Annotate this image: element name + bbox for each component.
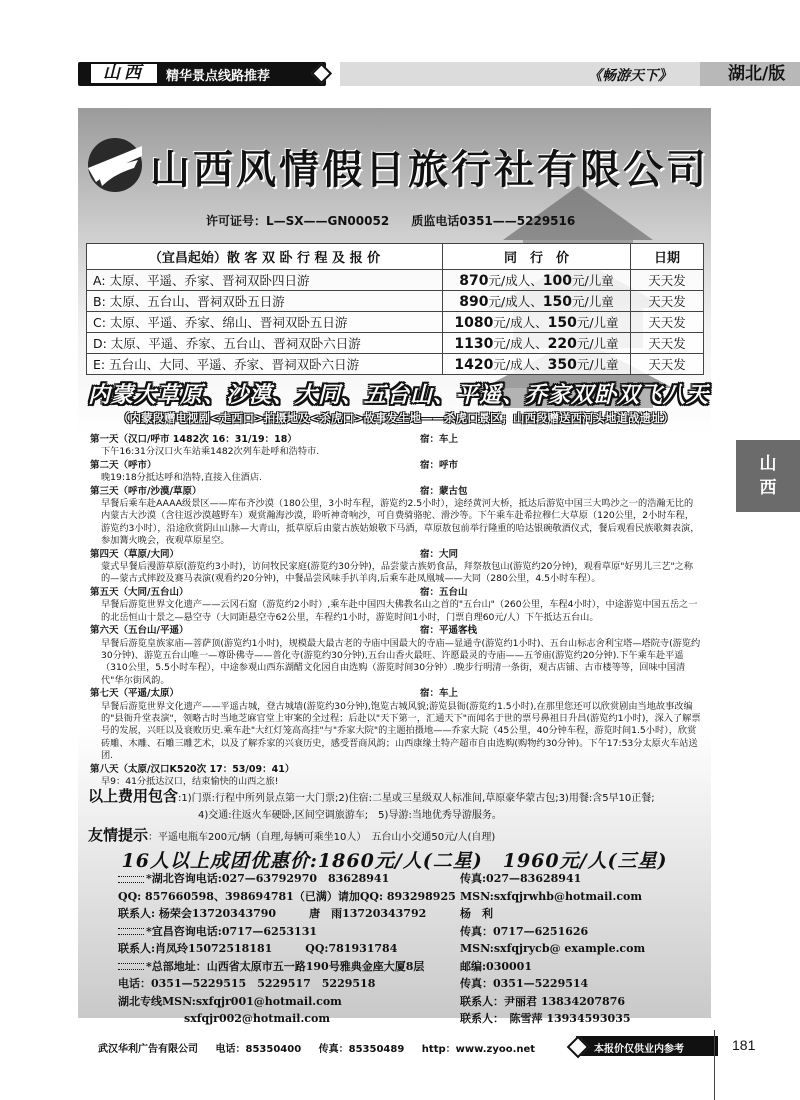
day-text: 早9：41分抵达汉口，结束愉快的山西之旅! — [101, 775, 279, 787]
route-cell: A: 太原、平遥、乔家、晋祠双卧四日游 — [87, 270, 443, 291]
day-title: 第三天（呼市/沙漠/草原） — [90, 485, 202, 497]
adult-unit: 元/成人、 — [493, 315, 548, 330]
fees-line-1: :1)门票:行程中所列景点第一大门票;2)住宿:二星或三星级双人标准间,草原豪华蒙古包;3)用餐:含5早10正餐; — [178, 793, 655, 804]
child-unit: 元/儿童 — [571, 273, 614, 288]
fees-line-2: 4)交通:往返火车硬卧,区间空调旅游车; 5)导游:当地优秀导游服务。 — [198, 810, 502, 821]
travel-ad — [78, 108, 711, 1025]
route-cell: E: 五台山、大同、平遥、乔家、晋祠双卧六日游 — [87, 354, 443, 375]
day-text: 早餐后游览世界文化遗产——平遥古城，登古城墙(游览约30分钟),饱览古城风貌;游览县衙(游览约1.5小时),在那里您还可以欣赏剧由当地故事改编的"县衙升堂表演"，领略古时当地芝麻官堂上审案的全过程；后赴以"天下第一，汇通天下"而闻名于世的票号鼻祖日升昌(游览约1小时)，深入了解票号的发展，兴旺以及衰败历史.乘车赴"大红灯笼高高挂"与"乔家大院"的主题拍摄地——乔家大院（45公里，40分钟车程，游览时间1.5小时），欣赏砖雕、木雕、石雕三雕艺术，以及了解乔家的兴衰历史，感受晋商风韵；山西康缘土特产超市自由选购(购物约30分钟)。下午17:53分太原火车站送团. — [101, 700, 701, 762]
contact-right: 杨 利 — [460, 907, 493, 920]
day-text: 晚19:18分抵达呼和浩特,直接入住酒店. — [101, 472, 262, 484]
child-unit: 元/儿童 — [576, 336, 619, 351]
contact-right: 传真：0351—5229514 — [460, 977, 589, 990]
footer-company: 武汉华利广告有限公司 — [98, 1044, 198, 1055]
supervision-phone: 质监电话0351——5229516 — [411, 214, 576, 228]
footer-url: http：www.zyoo.net — [421, 1044, 536, 1055]
contact-left: *湖北咨询电话:027—63792970 83628941 — [146, 872, 390, 885]
contact-left: *总部地址：山西省太原市五一路190号雅典金座大厦8层 — [146, 959, 425, 973]
header-price: 同 行 价 — [443, 244, 631, 270]
contact-right: 邮编:030001 — [460, 959, 532, 973]
day-text: 蒙式早餐后漫游草原(游览约3小时)，访问牧民家庭(游览约30分钟)，品尝蒙古族奶食品，拜祭敖包山(游览约20分钟)，观看草原"好男儿三艺"之称的—蒙古式摔跤及赛马表演(观看约20分钟)，中餐品尝风味手扒羊肉,后乘车赴凤凰城——大同（280公里，4.5小时车程）。 — [101, 561, 694, 585]
child-unit: 元/儿童 — [571, 294, 614, 309]
itinerary-day — [90, 460, 702, 485]
contact-left: QQ: 857660598、398694781（已满）请加QQ: 893298925 — [118, 889, 456, 903]
company-logo-icon — [84, 134, 146, 196]
child-price: 150 — [547, 315, 577, 331]
date-cell: 天天发 — [631, 312, 704, 333]
section-tab — [736, 440, 800, 512]
friendly-label: 友情提示 — [88, 826, 149, 844]
day-stay: 宿：车上 — [420, 688, 459, 700]
header-date: 日期 — [631, 244, 704, 270]
contact-row — [118, 958, 708, 976]
contact-left: 湖北专线MSN:sxfqjr001@hotmail.com — [118, 994, 342, 1008]
adult-price: 1130 — [454, 336, 494, 352]
contact-row — [118, 905, 708, 923]
price-table-header — [87, 244, 704, 270]
date-cell: 天天发 — [631, 354, 704, 375]
contact-right: 传真：0717—6251626 — [460, 924, 589, 938]
adult-unit: 元/成人、 — [493, 336, 548, 351]
itinerary-day — [90, 688, 702, 762]
license-number: 许可证号：L—SX——GN00052 — [206, 214, 390, 228]
footer-fax: 传真：85350489 — [318, 1044, 405, 1055]
day-text: 下午16:31分汉口火车站乘1482次列车赴呼和浩特市. — [101, 446, 320, 458]
day-text: 早餐后乘车赴AAAA级景区——库布齐沙漠（180公里，3小时车程，游览约2.5小时），途经黄河大桥，抵达后游览中国三大鸣沙之一的浩瀚无比的内蒙古大沙漠（含往返沙漠越野车）观赏瀚海沙漠，聆听神奇响沙，可自费骑骆驼、滑沙等。下午乘车赴希拉穆仁大草原（120公里，2小时车程，游览约3小时），沿途欣赏阴山山脉—大青山，抵草原后由蒙古族姑娘敬下马酒，草原敖包前举行隆重的哈达银碗敬酒仪式，餐后观看民族歌舞表演，参加篝火晚会，夜观草原星空。 — [101, 498, 700, 547]
adult-price: 890 — [459, 294, 489, 310]
adult-price: 1420 — [454, 357, 494, 373]
contact-right: 联系人： 陈雪萍 13934593035 — [460, 1012, 631, 1025]
day-stay: 宿：五台山 — [420, 586, 468, 598]
adult-price: 870 — [459, 273, 489, 289]
day-text: 早餐后游览世界文化遗产——云冈石窟（游览约2小时）,乘车赴中国四大佛教名山之首的"五台山"（260公里，车程4小时），中途游览中国五岳之一的北岳恒山十景之—悬空寺（大同距悬空寺62公里，车程约1小时，游览时间1小时，门票自理60元/人）下午抵达五台山。 — [101, 599, 698, 623]
day-stay: 宿：车上 — [420, 434, 459, 445]
contact-row — [118, 888, 708, 906]
contact-left: 联系人:肖凤玲15072518181 QQ:781931784 — [118, 942, 398, 955]
itinerary-day — [90, 625, 702, 687]
contact-left: 电话：0351—5229515 5229517 5229518 — [118, 977, 376, 990]
adult-unit: 元/成人、 — [488, 273, 543, 288]
day-title: 第八天（太原/汉口K520次 17：53/09：41） — [90, 763, 295, 775]
contact-right: 传真:027—83628941 — [460, 872, 582, 885]
contact-block — [118, 870, 708, 1028]
day-title: 第四天（草原/大同） — [90, 548, 179, 560]
dotted-marker-icon — [118, 928, 144, 935]
table-row — [87, 312, 704, 333]
promo-subtitle: （内蒙段赠电视剧<走西口>拍摄地及<杀虎口>故事发生地——杀虎口景区；山西段赠送西河头地道战遗址） — [117, 411, 675, 425]
adult-unit: 元/成人、 — [488, 294, 543, 309]
contact-right: MSN:sxfqjrwhb@hotmail.com — [460, 889, 642, 903]
header-route: （宜昌起始）散 客 双 卧 行 程 及 报 价 — [87, 244, 443, 270]
page-number: 181 — [732, 1037, 756, 1053]
edition-label: 湖北/版 — [700, 62, 800, 86]
day-title: 第二天（呼市） — [90, 459, 157, 471]
friendly-tip — [88, 824, 703, 845]
magazine-name: 《畅游天下》 — [588, 68, 672, 84]
itinerary-day — [90, 764, 702, 789]
day-title: 第五天（大同/五台山） — [90, 586, 189, 598]
contact-right: MSN:sxfqjrycb@ example.com — [460, 942, 646, 955]
contact-right: 联系人：尹丽君 13834207876 — [460, 994, 626, 1008]
price-cell — [443, 354, 631, 375]
company-name: 山西风情假日旅行社有限公司 — [150, 147, 709, 193]
footer-divider — [714, 1030, 715, 1100]
table-row — [87, 291, 704, 312]
child-unit: 元/儿童 — [576, 357, 619, 372]
day-stay: 宿：平遥客栈 — [420, 625, 478, 637]
day-title: 第一天（汉口/呼市 1482次 16：31/19：18） — [90, 434, 297, 445]
adult-price: 1080 — [454, 315, 494, 331]
price-cell — [443, 312, 631, 333]
child-price: 350 — [547, 357, 577, 373]
page-header — [78, 62, 800, 86]
footer-info — [98, 1040, 549, 1055]
itinerary-day — [90, 434, 702, 459]
itinerary-day — [90, 549, 702, 586]
price-cell — [443, 270, 631, 291]
date-cell: 天天发 — [631, 333, 704, 354]
contact-row — [118, 975, 708, 993]
contact-left: 联系人: 杨荣会13720343790 唐 雨13720343792 — [118, 907, 427, 920]
day-text: 早餐后游览皇族家庙—菩萨顶(游览约1小时)，规模最大最古老的寺庙中国最大的寺庙—显通寺(游览约1小时)、五台山标志舍利宝塔—塔院寺(游览约30分钟)、游览五台山唯一—尊卧佛寺——普化寺(游览约30分钟),五台山香火最旺、许愿最灵的寺庙——五爷庙(游览约20分钟).下午乘车赴平遥（310公里，5.5小时车程），中途参观山西东湖醋文化园自由选购（游览时间30分钟）.晚步行明清一条街，观古店铺、古市楼等等，回味中国清代"华尔街风韵。 — [101, 637, 701, 686]
contact-row — [118, 993, 708, 1011]
table-row — [87, 270, 704, 291]
price-cell — [443, 333, 631, 354]
day-title: 第六天（五台山/平遥） — [90, 625, 189, 637]
route-cell: C: 太原、平遥、乔家、绵山、晋祠双卧五日游 — [87, 312, 443, 333]
itinerary-day — [90, 486, 702, 548]
route-cell: B: 太原、五台山、晋祠双卧五日游 — [87, 291, 443, 312]
header-region: 山西 — [90, 63, 158, 84]
date-cell: 天天发 — [631, 270, 704, 291]
fees-included — [88, 788, 703, 824]
fees-label: 以上费用包含 — [88, 787, 179, 805]
group-discount: 16人以上成团优惠价:1860元/人(二星) 1960元/人(三星) — [121, 850, 668, 872]
contact-left: *宜昌咨询电话:0717—6253131 — [146, 924, 318, 938]
child-unit: 元/儿童 — [576, 315, 619, 330]
contact-row — [118, 940, 708, 958]
page-footer — [78, 1036, 718, 1056]
footer-note: 本报价仅供业内参考 — [576, 1036, 718, 1056]
day-stay: 宿：蒙古包 — [420, 485, 468, 497]
section-tab-label: 山西 — [759, 454, 777, 498]
promo-title: 内蒙大草原、沙漠、大同、五台山、平遥、乔家双卧双飞八天 — [88, 382, 710, 408]
contact-row — [118, 923, 708, 941]
day-title: 第七天（平遥/太原） — [90, 688, 179, 700]
child-price: 100 — [542, 273, 572, 289]
date-cell: 天天发 — [631, 291, 704, 312]
price-cell — [443, 291, 631, 312]
day-stay: 宿：呼市 — [420, 459, 459, 471]
child-price: 220 — [547, 336, 577, 352]
friendly-text: ：平遥电瓶车200元/辆（自理,每辆可乘坐10人） 五台山小交通50元/人(自理) — [148, 832, 496, 843]
route-cell: D: 太原、平遥、乔家、五台山、晋祠双卧六日游 — [87, 333, 443, 354]
child-price: 150 — [542, 294, 572, 310]
day-stay: 宿：大同 — [420, 548, 459, 560]
table-row — [87, 354, 704, 375]
itinerary — [90, 434, 702, 789]
contact-row — [118, 870, 708, 888]
license-line — [206, 212, 575, 229]
table-row — [87, 333, 704, 354]
contact-left: sxfqjr002@hotmail.com — [118, 1012, 330, 1025]
price-table — [86, 243, 704, 375]
header-slogan: 精华景点线路推荐 — [166, 69, 271, 84]
contact-row — [118, 1010, 708, 1028]
itinerary-day — [90, 587, 702, 624]
dotted-marker-icon — [118, 876, 144, 883]
adult-unit: 元/成人、 — [493, 357, 548, 372]
footer-phone: 电话：85350400 — [215, 1044, 302, 1055]
dotted-marker-icon — [118, 963, 144, 970]
